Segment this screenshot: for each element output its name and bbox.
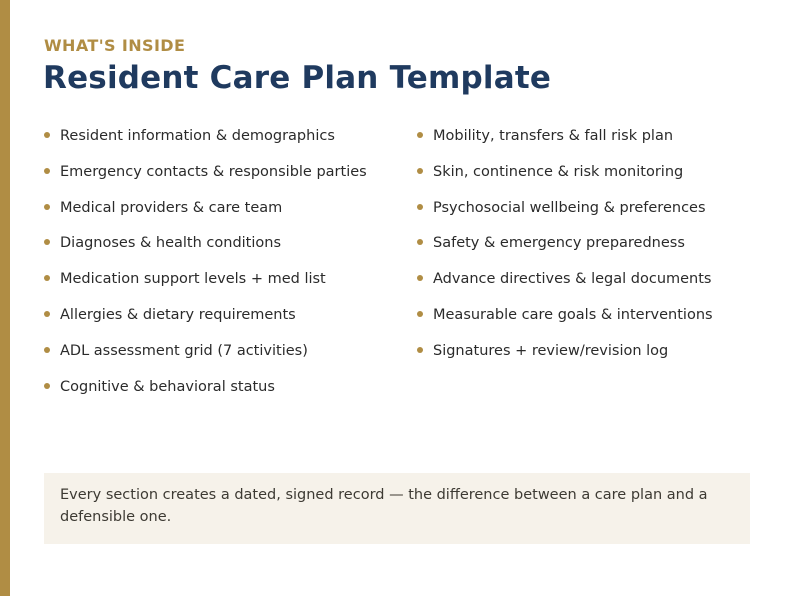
bullet-dot-icon [44,168,50,174]
list-item-label: Medical providers & care team [60,199,283,216]
list-item [44,339,367,375]
list-item [44,160,367,196]
list-item-label: Medication support levels + med list [60,271,326,288]
list-item [44,303,367,339]
bullet-dot-icon [417,275,423,281]
list-item-label: Cognitive & behavioral status [60,378,275,395]
list-item-label: Advance directives & legal documents [433,271,712,288]
list-item [44,124,367,160]
section-eyebrow: WHAT'S INSIDE [44,36,186,55]
list-item [417,196,713,232]
bullet-dot-icon [44,275,50,281]
page-title: Resident Care Plan Template [43,60,552,96]
list-item-label: Skin, continence & risk monitoring [433,163,684,180]
bullet-dot-icon [44,347,50,353]
list-item [417,267,713,303]
bullet-dot-icon [417,239,423,245]
bullet-dot-icon [417,347,423,353]
list-item-label: Measurable care goals & interventions [433,306,713,323]
bullet-dot-icon [417,204,423,210]
contents-list-left [44,124,367,410]
list-item [44,267,367,303]
list-item-label: ADL assessment grid (7 activities) [60,342,308,359]
list-item [417,124,713,160]
bullet-dot-icon [44,239,50,245]
bullet-dot-icon [44,311,50,317]
bullet-dot-icon [44,383,50,389]
list-item-label: Diagnoses & health conditions [60,235,282,252]
list-item-label: Safety & emergency preparedness [433,235,685,252]
list-item-label: Allergies & dietary requirements [60,306,296,323]
list-item-label: Resident information & demographics [60,128,335,144]
list-item-label: Psychosocial wellbeing & preferences [433,199,706,216]
list-item [44,231,367,267]
accent-bar [0,0,10,596]
list-item [44,375,367,411]
list-item-label: Emergency contacts & responsible parties [60,163,367,180]
callout-note-text: Every section creates a dated, signed record — the difference between a care plan and a defensible one. [60,487,708,525]
bullet-dot-icon [417,168,423,174]
list-item-label: Mobility, transfers & fall risk plan [433,128,674,144]
list-item [44,196,367,232]
callout-note [44,473,750,544]
list-item [417,339,713,375]
list-item-label: Signatures + review/revision log [433,342,669,359]
list-item [417,160,713,196]
bullet-dot-icon [417,311,423,317]
list-item [417,231,713,267]
list-item [417,303,713,339]
bullet-dot-icon [417,132,423,138]
contents-list-right [417,124,713,375]
bullet-dot-icon [44,132,50,138]
bullet-dot-icon [44,204,50,210]
